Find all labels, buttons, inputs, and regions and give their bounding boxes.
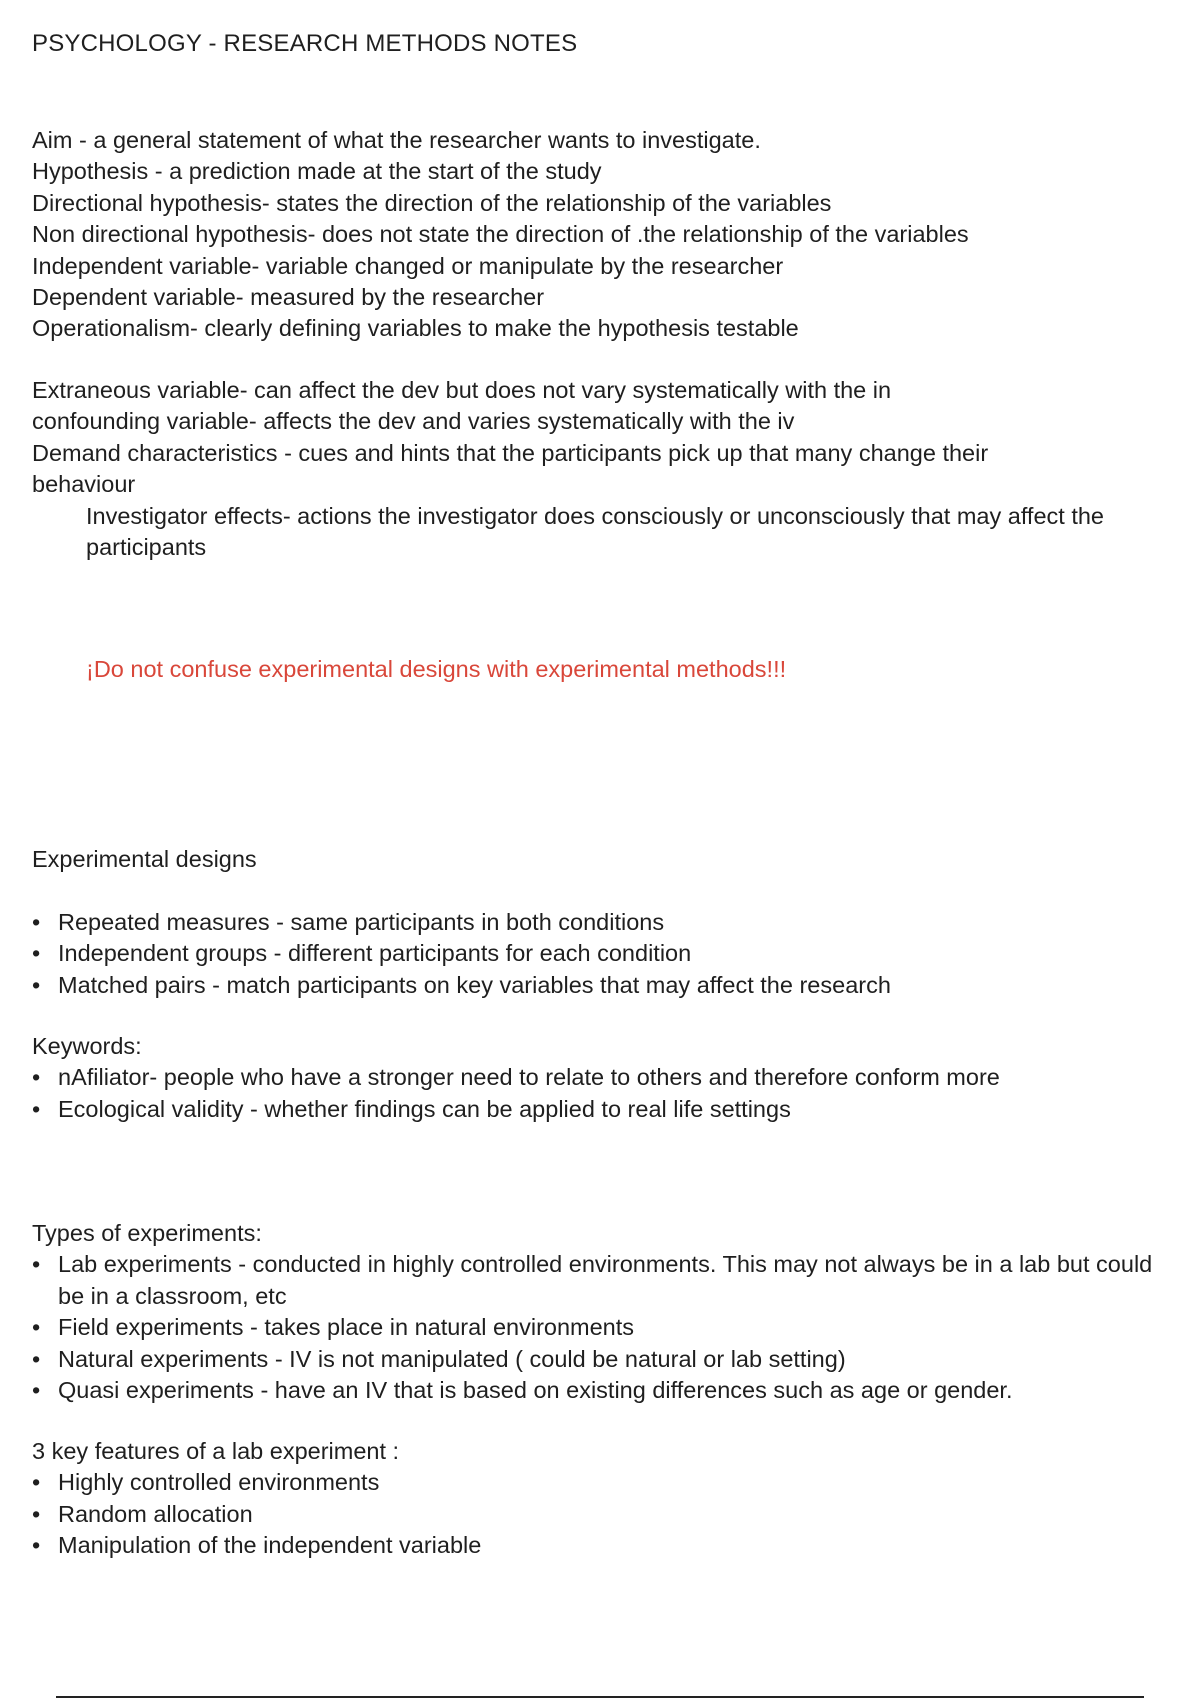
definitions-block	[32, 125, 1200, 345]
bullet-icon: •	[32, 1095, 41, 1122]
list-item: • Lab experiments - conducted in highly controlled environments. This may not always be in a lab but could be in a classroom, etc	[32, 1251, 1153, 1309]
list-item: • nAfiliator- people who have a stronger need to relate to others and therefore conform more	[32, 1062, 1200, 1093]
bullet-icon: •	[32, 908, 41, 935]
bullet-icon: •	[32, 1251, 41, 1278]
definition-aim: Aim - a general statement of what the researcher wants to investigate.	[32, 127, 761, 153]
bullet-icon: •	[32, 1469, 41, 1496]
demand-characteristics: Demand characteristics - cues and hints that the participants pick up that many change their behaviour	[32, 439, 989, 498]
experiment-types-heading: Types of experiments:	[32, 1220, 262, 1246]
warning-note: ¡Do not confuse experimental designs with experimental methods!!!	[86, 656, 787, 682]
list-item: • Manipulation of the independent variable	[32, 1530, 1200, 1561]
lab-features-section	[32, 1436, 1200, 1562]
experiment-types-list	[32, 1249, 1180, 1406]
list-item: • Random allocation	[32, 1499, 1200, 1530]
definition-hypothesis: Hypothesis - a prediction made at the start of the study	[32, 158, 602, 185]
keywords-heading: Keywords:	[32, 1033, 142, 1059]
page-title: PSYCHOLOGY - RESEARCH METHODS NOTES	[32, 30, 578, 57]
list-item: • Highly controlled environments	[32, 1467, 1200, 1498]
variables-block	[32, 375, 1200, 563]
definition-non-directional-hypothesis: Non directional hypothesis- does not state the direction of .the relationship of the variables	[32, 221, 969, 248]
definition-operationalism: Operationalism- clearly defining variables to make the hypothesis testable	[32, 315, 799, 342]
definition-dependent-variable: Dependent variable- measured by the researcher	[32, 284, 545, 311]
keywords-list	[32, 1062, 1200, 1125]
experimental-designs-section	[32, 844, 1200, 1001]
list-item: • Field experiments - takes place in natural environments	[32, 1312, 1180, 1343]
experimental-designs-heading: Experimental designs	[32, 846, 257, 872]
list-item: • Repeated measures - same participants in both conditions	[32, 907, 1200, 938]
list-item: • Independent groups - different participants for each condition	[32, 938, 1200, 969]
confounding-variable: confounding variable- affects the dev and varies systematically with the iv	[32, 408, 795, 435]
experiment-types-section	[32, 1218, 1180, 1406]
lab-features-heading: 3 key features of a lab experiment :	[32, 1438, 400, 1464]
list-item: • Quasi experiments - have an IV that is based on existing differences such as age or gender.	[32, 1375, 1180, 1406]
list-item: • Natural experiments - IV is not manipulated ( could be natural or lab setting)	[32, 1344, 1180, 1375]
list-item: • Ecological validity - whether findings can be applied to real life settings	[32, 1094, 1200, 1125]
investigator-effects: Investigator effects- actions the investigator does consciously or unconsciously that may affect the participants	[86, 502, 1105, 561]
bullet-icon: •	[32, 1377, 41, 1404]
page-bottom-divider	[56, 1696, 1144, 1698]
extraneous-variable: Extraneous variable- can affect the dev but does not vary systematically with the in	[32, 377, 892, 403]
bullet-icon: •	[32, 971, 41, 998]
bullet-icon: •	[32, 1500, 41, 1527]
bullet-icon: •	[32, 940, 41, 967]
experimental-designs-list	[32, 907, 1200, 1001]
bullet-icon: •	[32, 1314, 41, 1341]
keywords-section	[32, 1031, 1200, 1125]
definition-directional-hypothesis: Directional hypothesis- states the direction of the relationship of the variables	[32, 189, 832, 216]
lab-features-list	[32, 1467, 1200, 1561]
definition-independent-variable: Independent variable- variable changed or manipulate by the researcher	[32, 252, 784, 279]
bullet-icon: •	[32, 1064, 41, 1091]
list-item: • Matched pairs - match participants on key variables that may affect the research	[32, 970, 1200, 1001]
bullet-icon: •	[32, 1345, 41, 1372]
bullet-icon: •	[32, 1532, 41, 1559]
